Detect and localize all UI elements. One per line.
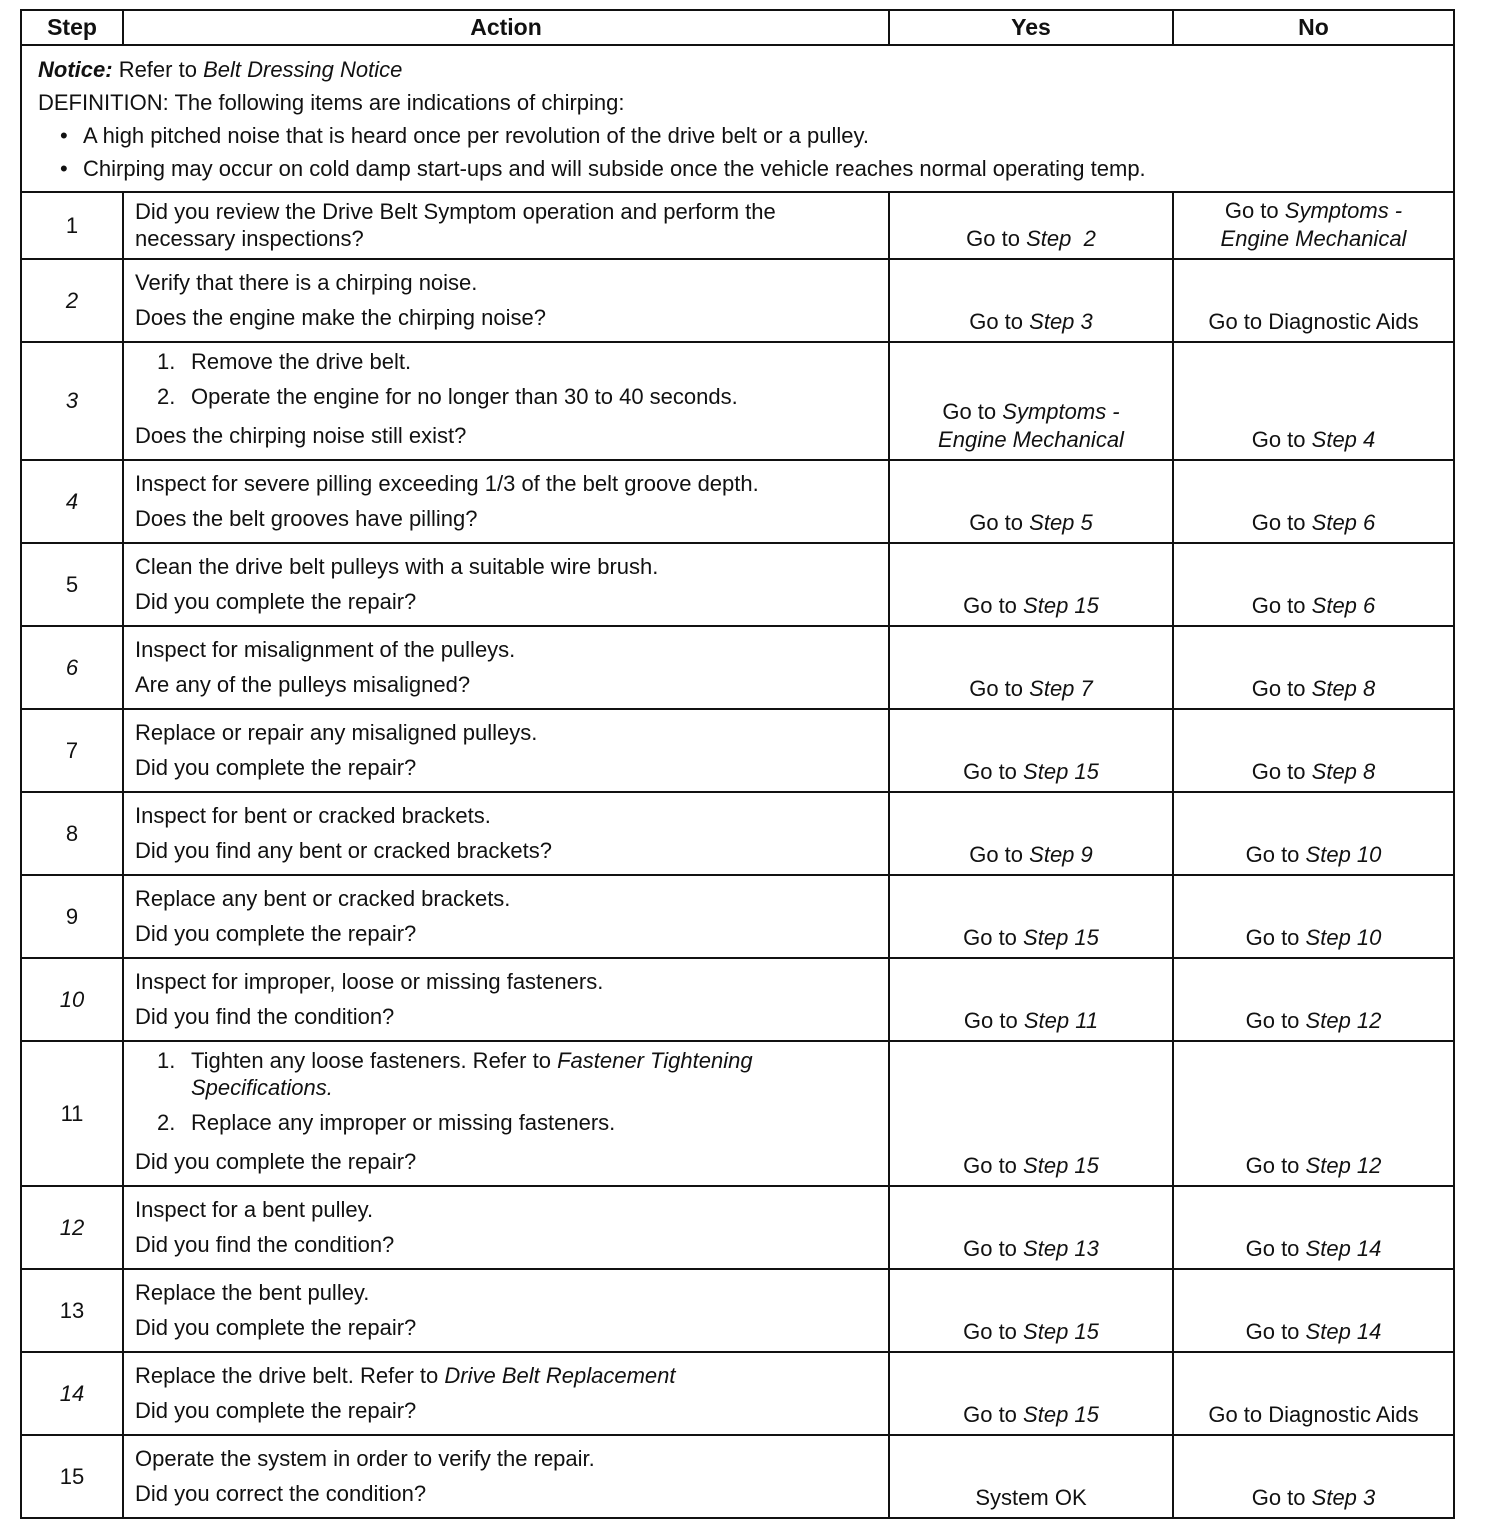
action-question: Did you complete the repair?	[135, 589, 417, 614]
yes-cell	[889, 875, 1173, 958]
no-cell	[1173, 709, 1454, 792]
notice-ref: Belt Dressing Notice	[203, 57, 403, 82]
no-target: Step 14	[1305, 1319, 1382, 1344]
no-cell	[1173, 1435, 1454, 1518]
notice-label: Notice:	[38, 57, 113, 82]
header-action: Action	[123, 10, 889, 45]
action-question: Did you find any bent or cracked brackets?	[135, 838, 553, 863]
action-list-item: 1. Remove the drive belt.	[157, 349, 412, 374]
no-cell	[1173, 1352, 1454, 1435]
action-question: Are any of the pulleys misaligned?	[135, 672, 471, 697]
action-text: Replace the bent pulley.	[135, 1280, 370, 1305]
step-row	[21, 626, 1454, 709]
step-row	[21, 875, 1454, 958]
go-to-text: Go to	[1245, 842, 1300, 867]
step-row	[21, 1186, 1454, 1269]
step-number: 9	[21, 875, 123, 958]
yes-target: Step 15	[1023, 925, 1099, 950]
action-cell	[123, 342, 889, 460]
step-number: 5	[21, 543, 123, 626]
notice-line	[38, 53, 1437, 86]
diagnostic-table	[20, 9, 1455, 1519]
go-to-text: Go to	[1245, 1008, 1300, 1033]
no-target: Step 12	[1305, 1153, 1382, 1178]
no-target: Step 8	[1311, 759, 1376, 784]
no-target: Step 6	[1311, 510, 1376, 535]
yes-cell	[889, 259, 1173, 342]
yes-target: Step 9	[1029, 842, 1093, 867]
step-number: 10	[21, 958, 123, 1041]
action-question: Did you complete the repair?	[135, 921, 417, 946]
yes-target: Step 7	[1029, 676, 1093, 701]
yes-cell	[889, 192, 1173, 259]
yes-cell	[889, 342, 1173, 460]
yes-cell	[889, 1435, 1173, 1518]
no-cell	[1173, 259, 1454, 342]
action-cell	[123, 792, 889, 875]
step-row	[21, 1041, 1454, 1186]
go-to-text: Go to	[969, 842, 1024, 867]
action-text: Inspect for severe pilling exceeding 1/3 of the belt groove depth.	[135, 471, 759, 496]
go-to-text: Go to	[963, 1236, 1017, 1261]
step-number: 8	[21, 792, 123, 875]
action-cell	[123, 958, 889, 1041]
action-text: Replace any bent or cracked brackets.	[135, 886, 511, 911]
step-row	[21, 1352, 1454, 1435]
no-target: Engine Mechanical	[1220, 226, 1407, 251]
action-text: Verify that there is a chirping noise.	[135, 270, 478, 295]
yes-target: Step 15	[1023, 759, 1099, 784]
action-text: Inspect for misalignment of the pulleys.	[135, 637, 516, 662]
action-cell	[123, 259, 889, 342]
no-cell	[1173, 192, 1454, 259]
action-cell	[123, 1186, 889, 1269]
go-to-text: Go to	[969, 676, 1024, 701]
no-target: Symptoms -	[1284, 198, 1403, 223]
action-text: Clean the drive belt pulleys with a suitable wire brush.	[135, 554, 659, 579]
header-yes: Yes	[889, 10, 1173, 45]
action-cell	[123, 875, 889, 958]
go-to-text: Go to	[1251, 676, 1306, 701]
yes-target: Step 3	[1029, 309, 1093, 334]
step-row	[21, 1435, 1454, 1518]
go-to-text: Go to	[1245, 1319, 1300, 1344]
bullet-item: • Chirping may occur on cold damp start-ups and will subside once the vehicle reaches normal operating temp.	[38, 152, 1437, 185]
yes-cell	[889, 543, 1173, 626]
action-question: Did you find the condition?	[135, 1232, 395, 1257]
action-question: Does the chirping noise still exist?	[135, 423, 467, 448]
no-target: Step 14	[1305, 1236, 1382, 1261]
go-to-text: Go to	[969, 510, 1024, 535]
step-number: 13	[21, 1269, 123, 1352]
action-text: Inspect for a bent pulley.	[135, 1197, 374, 1222]
step-row	[21, 543, 1454, 626]
no-cell	[1173, 626, 1454, 709]
bullet-item: • A high pitched noise that is heard once per revolution of the drive belt or a pulley.	[38, 119, 1437, 152]
yes-target: Engine Mechanical	[938, 427, 1124, 452]
yes-cell	[889, 1186, 1173, 1269]
step-row	[21, 460, 1454, 543]
yes-cell	[889, 1352, 1173, 1435]
no-cell	[1173, 1269, 1454, 1352]
go-to-text: Go to	[963, 1402, 1017, 1427]
go-to-text: Go to	[963, 759, 1017, 784]
go-to-text: Go to	[1251, 1485, 1306, 1510]
step-number: 15	[21, 1435, 123, 1518]
definition-text: DEFINITION: The following items are indications of chirping:	[38, 90, 625, 115]
step-row	[21, 1269, 1454, 1352]
no-target: Go to Diagnostic Aids	[1208, 309, 1419, 334]
no-cell	[1173, 958, 1454, 1041]
step-number: 2	[21, 259, 123, 342]
step-number: 3	[21, 342, 123, 460]
go-to-text: Go to	[1245, 1236, 1300, 1261]
no-cell	[1173, 875, 1454, 958]
action-cell	[123, 460, 889, 543]
action-text: Inspect for bent or cracked brackets.	[135, 803, 491, 828]
action-question: Did you complete the repair?	[135, 1398, 417, 1423]
no-cell	[1173, 342, 1454, 460]
step-row	[21, 259, 1454, 342]
step-number: 11	[21, 1041, 123, 1186]
action-list-item: 2. Operate the engine for no longer than 30 to 40 seconds.	[157, 384, 738, 409]
yes-target: Step 15	[1023, 1153, 1099, 1178]
action-question: Did you complete the repair?	[135, 1315, 417, 1340]
go-to-text: Go to	[963, 593, 1017, 618]
no-cell	[1173, 543, 1454, 626]
step-number: 1	[21, 192, 123, 259]
go-to-text: Go to	[1224, 198, 1279, 223]
action-text: Replace the drive belt. Refer to Drive Belt Replacement	[135, 1363, 676, 1388]
no-target: Step 3	[1311, 1485, 1376, 1510]
notice-text: Refer to	[118, 57, 197, 82]
go-to-text: Go to	[942, 399, 997, 424]
yes-cell	[889, 1269, 1173, 1352]
action-cell	[123, 192, 889, 259]
action-question: Did you correct the condition?	[135, 1481, 427, 1506]
yes-target: Step 2	[1026, 226, 1096, 251]
replacement-ref: Drive Belt Replacement	[444, 1363, 676, 1388]
action-cell	[123, 543, 889, 626]
yes-cell	[889, 626, 1173, 709]
action-cell	[123, 626, 889, 709]
notice-row	[21, 45, 1454, 192]
go-to-text: Go to	[1245, 925, 1300, 950]
yes-target: Step 5	[1029, 510, 1093, 535]
go-to-text: Go to	[1245, 1153, 1300, 1178]
action-question: Did you complete the repair?	[135, 755, 417, 780]
action-cell	[123, 709, 889, 792]
yes-cell	[889, 1041, 1173, 1186]
action-question: Did you find the condition?	[135, 1004, 395, 1029]
no-target: Step 4	[1311, 427, 1376, 452]
action-list-item: 1. Tighten any loose fasteners. Refer to Fastener Tightening Specifications.	[157, 1048, 753, 1100]
step-number: 7	[21, 709, 123, 792]
action-question: Did you complete the repair?	[135, 1149, 417, 1174]
no-target: Go to Diagnostic Aids	[1208, 1402, 1419, 1427]
yes-cell	[889, 792, 1173, 875]
yes-target: Step 11	[1023, 1008, 1099, 1033]
yes-target: Step 15	[1023, 593, 1099, 618]
spec-ref: Fastener Tightening Specifications.	[191, 1048, 753, 1100]
action-question: necessary inspections?	[135, 226, 364, 251]
step-row	[21, 792, 1454, 875]
no-cell	[1173, 792, 1454, 875]
action-text: Inspect for improper, loose or missing fasteners.	[135, 969, 604, 994]
action-list-item: 2. Replace any improper or missing fasteners.	[157, 1110, 616, 1135]
yes-target: System OK	[975, 1485, 1087, 1510]
step-number: 14	[21, 1352, 123, 1435]
notice-cell	[21, 45, 1454, 192]
no-target: Step 12	[1305, 1008, 1382, 1033]
go-to-text: Go to	[963, 925, 1017, 950]
no-target: Step 10	[1305, 842, 1382, 867]
yes-target: Step 13	[1023, 1236, 1099, 1261]
no-target: Step 6	[1311, 593, 1376, 618]
step-row	[21, 342, 1454, 460]
action-text: Did you review the Drive Belt Symptom operation and perform the	[135, 199, 776, 224]
go-to-text: Go to	[1251, 510, 1306, 535]
yes-target: Step 15	[1023, 1402, 1099, 1427]
action-question: Does the belt grooves have pilling?	[135, 506, 478, 531]
action-cell	[123, 1352, 889, 1435]
no-target: Step 8	[1311, 676, 1376, 701]
no-cell	[1173, 1186, 1454, 1269]
step-number: 12	[21, 1186, 123, 1269]
go-to-text: Go to	[1251, 759, 1306, 784]
go-to-text: Go to	[963, 1319, 1017, 1344]
step-row	[21, 958, 1454, 1041]
step-row	[21, 192, 1454, 259]
step-row	[21, 709, 1454, 792]
action-text: Replace or repair any misaligned pulleys.	[135, 720, 538, 745]
action-text: Operate the system in order to verify the repair.	[135, 1446, 595, 1471]
go-to-text: Go to	[969, 309, 1024, 334]
yes-cell	[889, 460, 1173, 543]
yes-cell	[889, 958, 1173, 1041]
go-to-text: Go to	[1251, 593, 1306, 618]
action-cell	[123, 1435, 889, 1518]
go-to-text: Go to	[966, 226, 1020, 251]
yes-target: Step 15	[1023, 1319, 1099, 1344]
no-target: Step 10	[1305, 925, 1382, 950]
go-to-text: Go to	[963, 1008, 1018, 1033]
header-no: No	[1173, 10, 1454, 45]
header-row	[21, 10, 1454, 45]
no-cell	[1173, 460, 1454, 543]
action-cell	[123, 1041, 889, 1186]
step-number: 6	[21, 626, 123, 709]
go-to-text: Go to	[963, 1153, 1017, 1178]
header-step: Step	[21, 10, 123, 45]
action-cell	[123, 1269, 889, 1352]
go-to-text: Go to	[1251, 427, 1306, 452]
step-number: 4	[21, 460, 123, 543]
yes-target: Symptoms -	[1002, 399, 1120, 424]
yes-cell	[889, 709, 1173, 792]
action-question: Does the engine make the chirping noise?	[135, 305, 546, 330]
no-cell	[1173, 1041, 1454, 1186]
